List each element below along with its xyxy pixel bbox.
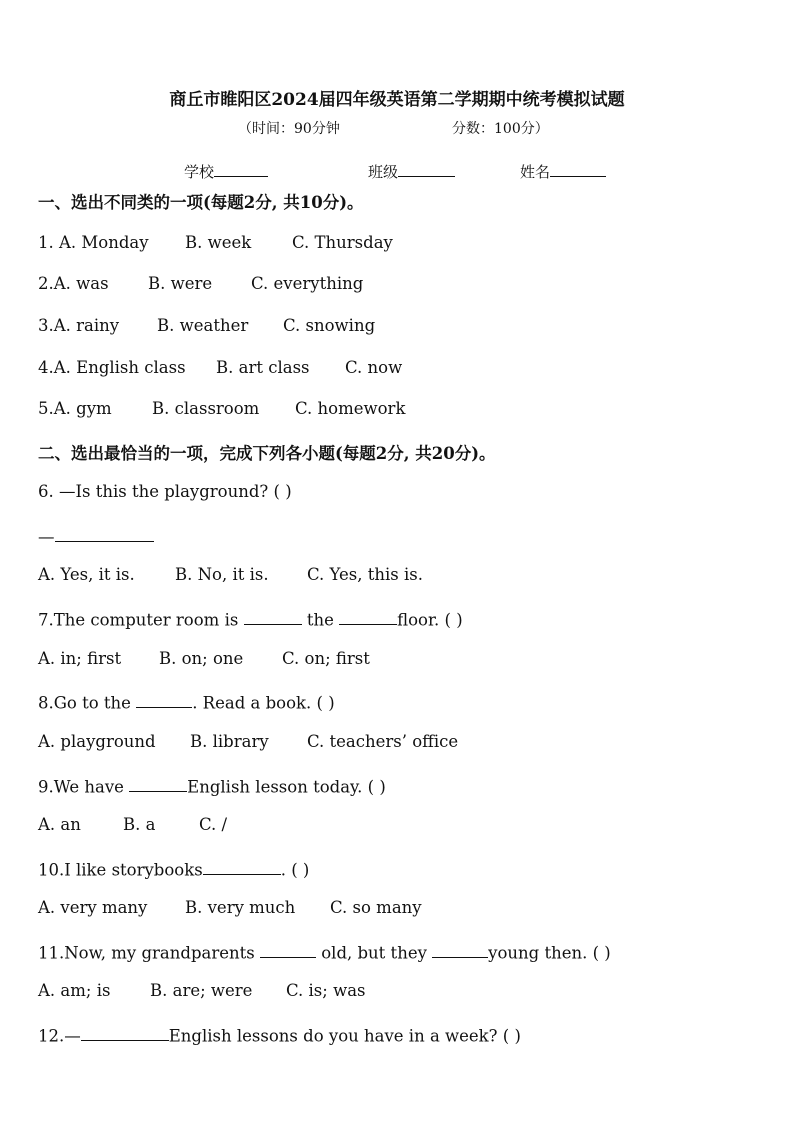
q6-option-b: B. No, it is. <box>175 565 269 584</box>
q1-option-c: C. Thursday <box>292 233 393 252</box>
name-blank[interactable] <box>550 160 606 177</box>
q12-text-1: 12.— <box>38 1026 81 1046</box>
name-label: 姓名 <box>520 162 551 181</box>
q9-text-2: English lesson today. ( ) <box>187 777 386 797</box>
q8-blank[interactable] <box>136 690 192 708</box>
section-2-heading: 二、选出最恰当的一项，完成下列各小题(每题2分, 共20分)。 <box>38 444 496 463</box>
q11-stem <box>38 940 611 962</box>
q11-option-b: B. are; were <box>150 981 253 1000</box>
q8-option-c: C. teachers’ office <box>307 732 459 751</box>
q5-option-c: C. homework <box>295 399 406 418</box>
q7-text-3: floor. ( ) <box>397 610 463 630</box>
q10-option-a: A. very many <box>38 898 148 917</box>
q8-text-2: . Read a book. ( ) <box>192 693 335 713</box>
q8-stem <box>38 690 335 712</box>
q9-option-b: B. a <box>123 815 156 834</box>
q8-option-a: A. playground <box>38 732 156 751</box>
q1-option-b: B. week <box>185 233 252 252</box>
q2-option-b: B. were <box>148 274 213 293</box>
q10-text-2: . ( ) <box>280 860 310 880</box>
q5-option-b: B. classroom <box>152 399 260 418</box>
q7-option-a: A. in; first <box>38 649 122 668</box>
class-label: 班级 <box>368 162 399 181</box>
q8-text-1: 8.Go to the <box>38 693 131 713</box>
q12-text-2: English lessons do you have in a week? ( ) <box>168 1026 521 1046</box>
q11-blank-2[interactable] <box>432 940 488 958</box>
q4-option-b: B. art class <box>216 358 310 377</box>
class-blank[interactable] <box>398 160 455 177</box>
q3-option-c: C. snowing <box>283 316 376 335</box>
q6-answer-line[interactable] <box>38 524 154 546</box>
q7-option-b: B. on; one <box>159 649 244 668</box>
q10-blank[interactable] <box>203 857 281 875</box>
q11-text-1: 11.Now, my grandparents <box>38 943 255 963</box>
q9-stem <box>38 774 386 796</box>
q7-blank-1[interactable] <box>244 607 302 625</box>
q11-blank-1[interactable] <box>260 940 316 958</box>
q9-blank[interactable] <box>129 774 187 792</box>
name-field[interactable] <box>520 160 606 182</box>
q3-option-a: 3.A. rainy <box>38 316 120 335</box>
q10-option-c: C. so many <box>330 898 422 917</box>
q6-blank[interactable] <box>55 524 154 542</box>
q1-option-a: 1. A. Monday <box>38 233 149 252</box>
q4-option-c: C. now <box>345 358 403 377</box>
q11-option-a: A. am; is <box>38 981 111 1000</box>
exam-time: （时间：90分钟 <box>238 121 340 137</box>
q6-stem: 6. —Is this the playground? ( ) <box>38 482 292 501</box>
q7-text-2: the <box>306 610 334 630</box>
q12-blank[interactable] <box>81 1023 169 1041</box>
q5-option-a: 5.A. gym <box>38 399 112 418</box>
q2-option-a: 2.A. was <box>38 274 109 293</box>
class-field[interactable] <box>368 160 455 182</box>
q9-option-c: C. / <box>199 815 228 834</box>
q6-dash: — <box>38 527 55 547</box>
q9-option-a: A. an <box>38 815 81 834</box>
q10-stem <box>38 857 309 879</box>
q9-text-1: 9.We have <box>38 777 124 797</box>
q3-option-b: B. weather <box>157 316 249 335</box>
q7-blank-2[interactable] <box>339 607 397 625</box>
q7-stem <box>38 607 463 629</box>
q4-option-a: 4.A. English class <box>38 358 186 377</box>
q11-text-2: old, but they <box>321 943 427 963</box>
exam-score: 分数：100分） <box>452 121 549 137</box>
q6-option-a: A. Yes, it is. <box>38 565 135 584</box>
q11-text-3: young then. ( ) <box>488 943 611 963</box>
page-title: 商丘市睢阳区2024届四年级英语第二学期期中统考模拟试题 <box>169 90 625 110</box>
q8-option-b: B. library <box>190 732 269 751</box>
q7-text-1: 7.The computer room is <box>38 610 239 630</box>
school-field[interactable] <box>184 160 268 182</box>
school-label: 学校 <box>184 162 215 181</box>
q10-text-1: 10.I like storybooks <box>38 860 203 880</box>
q12-stem <box>38 1023 521 1045</box>
school-blank[interactable] <box>214 160 268 177</box>
q7-option-c: C. on; first <box>282 649 370 668</box>
q11-option-c: C. is; was <box>286 981 366 1000</box>
section-1-heading: 一、选出不同类的一项(每题2分, 共10分)。 <box>38 193 364 212</box>
q10-option-b: B. very much <box>185 898 296 917</box>
q2-option-c: C. everything <box>251 274 364 293</box>
q6-option-c: C. Yes, this is. <box>307 565 423 584</box>
